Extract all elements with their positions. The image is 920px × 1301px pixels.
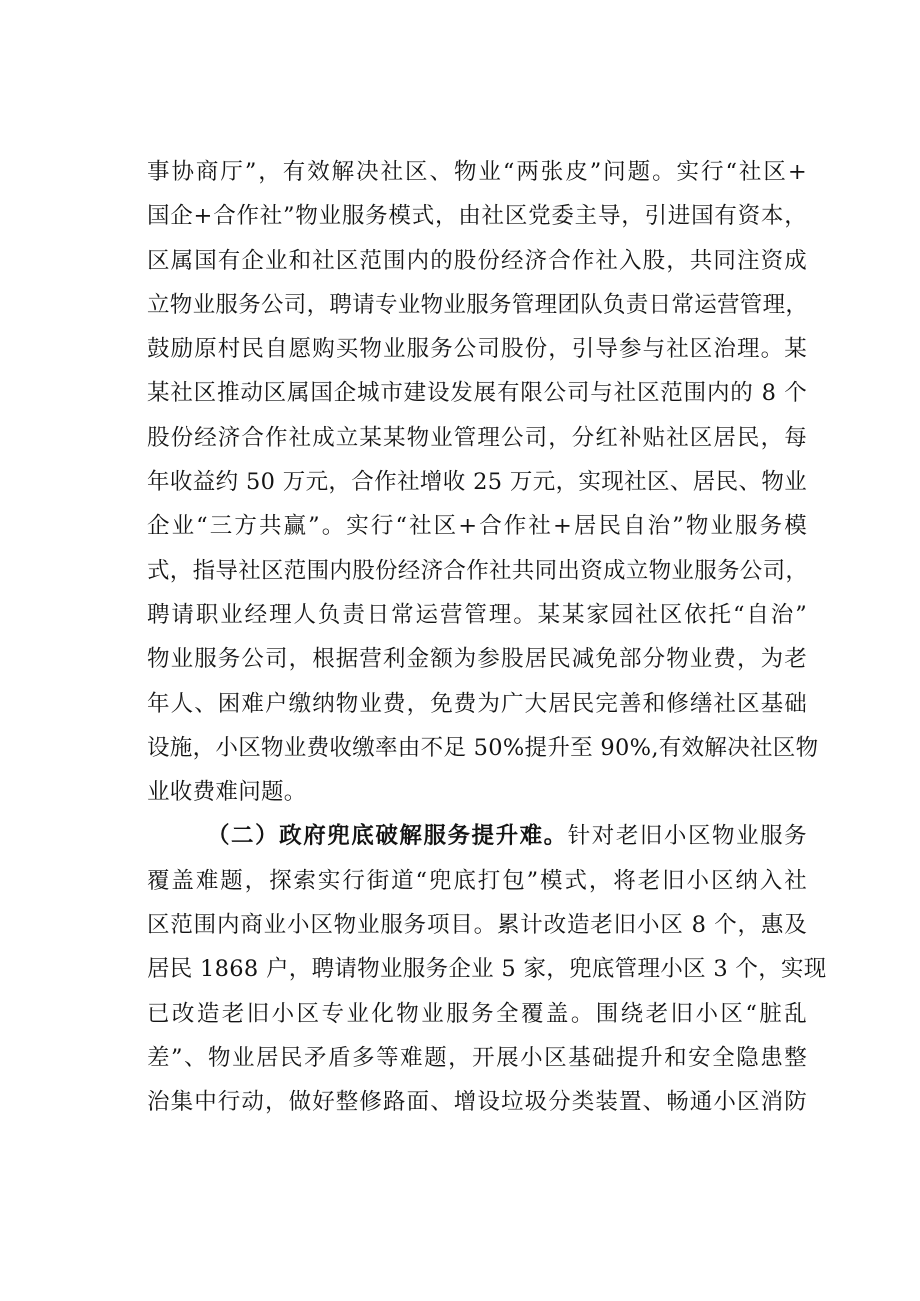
text-line: 覆盖难题，探索实行街道“兜底打包”模式，将老旧小区纳入社 — [147, 867, 807, 894]
paragraph-2 — [147, 814, 827, 1124]
text-line: 某社区推动区属国企城市建设发展有限公司与社区范围内的 8 个 — [147, 380, 807, 407]
body-text — [147, 150, 827, 1125]
text-line: 股份经济合作社成立某某物业管理公司，分红补贴社区居民，每 — [147, 424, 807, 451]
text-line: 鼓励原村民自愿购买物业服务公司股份，引导参与社区治理。某 — [147, 336, 807, 363]
text-line: 居民 1868 户，聘请物业服务企业 5 家，兜底管理小区 3 个，实现 — [147, 956, 827, 983]
text-line: 物业服务公司，根据营利金额为参股居民减免部分物业费，为老 — [147, 646, 807, 673]
text-line: 国企+合作社”物业服务模式，由社区党委主导，引进国有资本， — [147, 203, 807, 230]
text-line: 差”、物业居民矛盾多等难题，开展小区基础提升和安全隐患整 — [147, 1044, 807, 1071]
paragraph-first-line — [147, 814, 807, 858]
section-heading: （二）政府兜底破解服务提升难。 — [207, 823, 568, 850]
text-line-last: 业收费难问题。 — [147, 779, 307, 806]
text-line: 区范围内商业小区物业服务项目。累计改造老旧小区 8 个，惠及 — [147, 912, 807, 939]
text-line: 设施，小区物业费收缴率由不足 50%提升至 90%,有效解决社区物 — [147, 734, 819, 761]
text-line: 治集中行动，做好整修路面、增设垃圾分类装置、畅通小区消防 — [147, 1089, 807, 1116]
paragraph-1 — [147, 150, 819, 814]
text-line: 事协商厅”，有效解决社区、物业“两张皮”问题。实行“社区+ — [147, 159, 807, 185]
text-line: 聘请职业经理人负责日常运营管理。某某家园社区依托“自治” — [147, 601, 807, 628]
text-line: 式，指导社区范围内股份经济合作社共同出资成立物业服务公司， — [147, 557, 809, 584]
text-line: 年人、困难户缴纳物业费，免费为广大居民完善和修缮社区基础 — [147, 690, 807, 717]
text-line: 区属国有企业和社区范围内的股份经济合作社入股，共同注资成 — [147, 247, 807, 274]
heading-line-text: 针对老旧小区物业服务 — [567, 823, 807, 850]
text-line: 立物业服务公司，聘请专业物业服务管理团队负责日常运营管理， — [147, 291, 809, 318]
text-line: 已改造老旧小区专业化物业服务全覆盖。围绕老旧小区“脏乱 — [147, 1000, 807, 1027]
text-line: 企业“三方共赢”。实行“社区+合作社+居民自治”物业服务模 — [147, 513, 807, 540]
text-line: 年收益约 50 万元，合作社增收 25 万元，实现社区、居民、物业 — [147, 469, 807, 496]
